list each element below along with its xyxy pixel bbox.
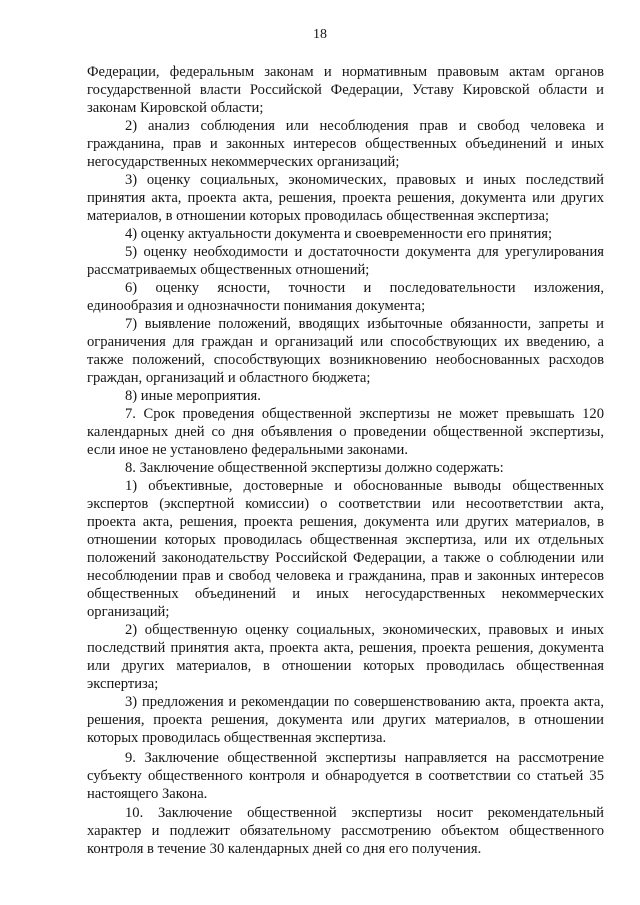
paragraph-section-8-item-1: 1) объективные, достоверные и обоснованные выводы общественных экспертов (экспертной комиссии) о соответствии или несоответствии акта, проекта акта, решения, проекта решения, документа или других материалов, в отношении которых проводилась общественная экспертиза, или их отдельных положений законодательству Российской Федерации, а также о соблюдении или несоблюдении прав и свобод человека и гражданина, прав и законных интересов общественных объединений и иных негосударственных некоммерческих организаций; xyxy=(87,478,604,620)
paragraph-section-8-item-2: 2) общественную оценку социальных, экономических, правовых и иных последствий принятия акта, проекта акта, решения, проекта решения, документа или других материалов, в отношении которых проводилась общественная экспертиза; xyxy=(87,622,604,692)
paragraph-item-2: 2) анализ соблюдения или несоблюдения прав и свобод человека и гражданина, прав и законных интересов общественных объединений и иных негосударственных некоммерческих организаций; xyxy=(87,118,604,170)
document-body xyxy=(87,63,604,858)
paragraph-item-7: 7) выявление положений, вводящих избыточные обязанности, запреты и ограничения для граждан и организаций или способствующих их введению, а также положений, способствующих возникновению необоснованных расходов граждан, организаций и областного бюджета; xyxy=(87,316,604,386)
paragraph-section-9: 9. Заключение общественной экспертизы направляется на рассмотрение субъекту общественного контроля и обнародуется в соответствии со статьей 35 настоящего Закона. xyxy=(87,749,604,802)
paragraph-item-6: 6) оценку ясности, точности и последовательности изложения, единообразия и однозначности понимания документа; xyxy=(87,280,604,314)
paragraph-section-8: 8. Заключение общественной экспертизы должно содержать: xyxy=(125,460,504,476)
paragraph-item-3: 3) оценку социальных, экономических, правовых и иных последствий принятия акта, проекта акта, решения, проекта решения, документа или других материалов, в отношении которых проводилась общественная экспертиза; xyxy=(87,172,604,224)
paragraph-item-5: 5) оценку необходимости и достаточности документа для урегулирования рассматриваемых общественных отношений; xyxy=(87,244,604,278)
paragraph-item-8: 8) иные мероприятия. xyxy=(125,388,261,404)
paragraph-section-7: 7. Срок проведения общественной экспертизы не может превышать 120 календарных дней со дня объявления о проведении общественной экспертизы, если иное не установлено федеральными законами. xyxy=(87,406,604,458)
paragraph-section-10: 10. Заключение общественной экспертизы носит рекомендательный характер и подлежит обязательному рассмотрению объектом общественного контроля в течение 30 календарных дней со дня его получения. xyxy=(87,805,604,857)
paragraph-section-8-item-3: 3) предложения и рекомендации по совершенствованию акта, проекта акта, решения, проекта решения, документа или других материалов, в отношении которых проводилась общественная экспертиза. xyxy=(87,694,604,746)
paragraph-item-4: 4) оценку актуальности документа и своевременности его принятия; xyxy=(125,226,553,242)
page-number: 18 xyxy=(313,27,327,42)
paragraph-continuation: Федерации, федеральным законам и нормативным правовым актам органов государственной власти Российской Федерации, Уставу Кировской области и законам Кировской области; xyxy=(87,64,604,116)
